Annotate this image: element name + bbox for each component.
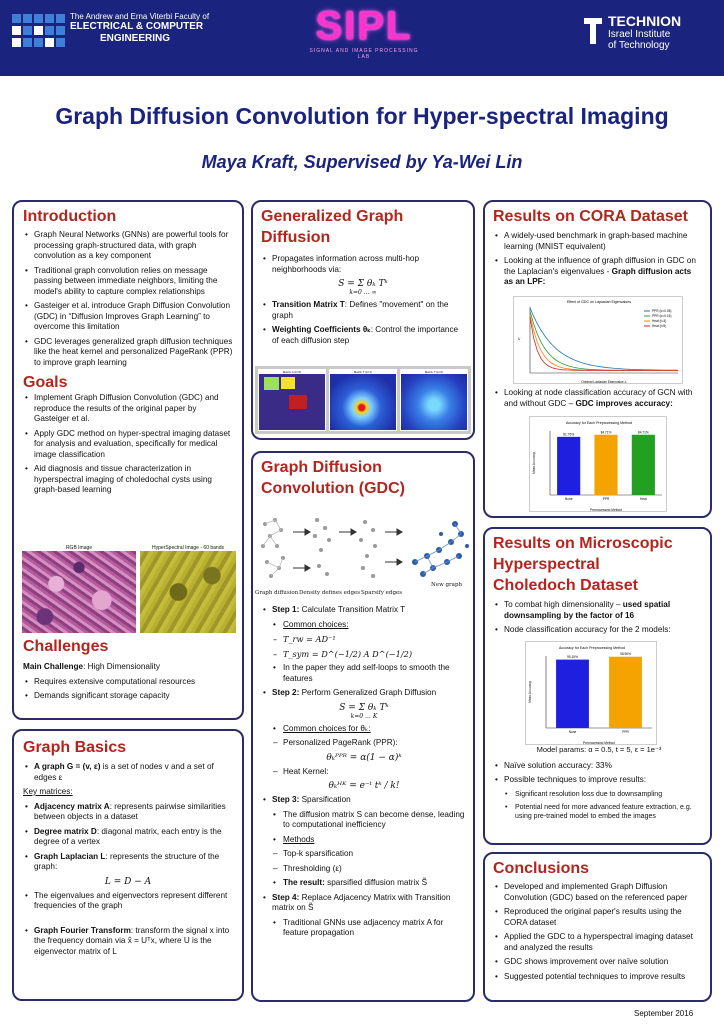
- step4-bold: Step 4:: [272, 892, 300, 902]
- micro-item-3: • Naïve solution accuracy: 33%: [493, 761, 705, 772]
- x-axis-label: Preprocessing Method: [583, 741, 615, 745]
- traditional-item: • Traditional GNNs use adjacency matrix A for feature propagation: [261, 918, 467, 939]
- challenges-heading: Challenges: [23, 638, 109, 655]
- main-challenge-text: : High Dimensionality: [83, 662, 160, 671]
- conclusion-item: • Reproduced the original paper's results using the CORA dataset: [493, 907, 702, 928]
- legend-label: PPR (α=0.05): [652, 309, 672, 314]
- result-item: [261, 878, 467, 889]
- x-tick-label: Heat: [639, 497, 647, 501]
- degree-bold: Degree matrix D: [34, 826, 97, 836]
- adjacency-bold: Adjacency matrix A: [34, 801, 110, 811]
- gft-rest: : transform the signal x into the frequency domain via x̂ = Uᵀx, where U is the eigenvector matrix of L: [34, 925, 230, 956]
- micro-item-1-bold: used spatial downsampling by the factor of 16: [504, 600, 671, 620]
- diagram-label-density: Density defines edges: [299, 590, 361, 596]
- sipl-logo: [304, 4, 424, 74]
- diagram-label-newgraph: New graph: [431, 582, 463, 588]
- bar-value-label: 84.71%: [637, 430, 649, 435]
- intro-item: • Traditional graph convolution relies on message passing between immediate neighbors, limiting the model's ability to capture complex relationships: [23, 266, 233, 298]
- cora-item-3-bold: GDC improves accuracy:: [575, 398, 673, 408]
- result-bold: The result:: [283, 878, 325, 887]
- faculty-line2: ELECTRICAL & COMPUTER: [70, 21, 204, 33]
- heatmap-t1: [329, 369, 397, 431]
- bar-heat: [632, 435, 655, 495]
- legend-label: Heat (t=5): [652, 324, 667, 329]
- chart-title: Effect of GDC on Laplacian Eigenvalues: [566, 300, 632, 304]
- technion-logo-icon: [582, 16, 604, 46]
- bar-ppr: [594, 435, 617, 495]
- gdc-diagram: [255, 510, 473, 598]
- technion-name: [608, 14, 681, 51]
- graph-definition-bold: A graph G = (v, ε): [34, 762, 101, 771]
- model-params: Model params: α = 0.5, t = 5, ε = 1e⁻³: [536, 745, 662, 754]
- goals-heading: Goals: [23, 374, 68, 391]
- conclusions-heading: Conclusions: [493, 860, 590, 877]
- x-tick-label: None: [564, 497, 573, 501]
- sipl-logo-subtitle: SIGNAL AND IMAGE PROCESSING LAB: [309, 48, 419, 60]
- micro-item-4: • Possible techniques to improve results:: [493, 775, 705, 786]
- heatmaps-figure: [255, 366, 471, 434]
- ppr-equation: θₖᴾᴾᴿ = α(1 − α)ᵏ: [326, 752, 402, 763]
- x-tick-label: PPR: [622, 730, 629, 734]
- method-threshold: – Thresholding (ε): [261, 864, 467, 875]
- heatmap-t2-title: Matrix T (k=2): [424, 370, 444, 374]
- dense-item: • The diffusion matrix S can become dense, leading to computational inefficiency: [261, 810, 467, 831]
- tsym-equation: – T_sym = D^(−1/2) A D^(−1/2): [261, 649, 467, 660]
- heatmap-a: [258, 369, 326, 431]
- gft-bold: Graph Fourier Transform: [34, 925, 131, 935]
- microscopic-heading: Results on Microscopic Hyperspectral Choledoch Dataset: [493, 535, 673, 594]
- adjacency-rest: : represents pairwise similarities between objects in a dataset: [34, 801, 226, 821]
- y-axis-label: λ̃ᵢ: [517, 337, 521, 341]
- generalized-diffusion-box: [251, 200, 475, 440]
- trw-equation: – T_rw = AD⁻¹: [261, 634, 467, 645]
- conclusions-box: [483, 852, 712, 1002]
- key-matrices-label: Key matrices:: [23, 787, 73, 796]
- step3-text: Sparsification: [299, 795, 351, 804]
- bar-none: [557, 437, 580, 495]
- heat-equation: θₖᴴᴷ = e⁻ᵗ tᵏ / k!: [328, 781, 400, 791]
- selfloop-item: • In the paper they add self-loops to smooth the features: [261, 663, 467, 684]
- sipl-logo-text: SIPL: [315, 4, 413, 48]
- faculty-name: [70, 12, 209, 44]
- bar-value-label: 81.76%: [563, 432, 575, 437]
- main-challenge-label: Main Challenge: [23, 662, 84, 671]
- heatmap-a-title: Matrix A (k=0): [282, 370, 302, 374]
- diagram-label-diffusion: Graph diffusion: [255, 590, 299, 596]
- intro-heading: Introduction: [23, 208, 117, 225]
- laplacian-equation: L = D − A: [104, 876, 152, 887]
- diffusion-eq-limits: k=0 … ∞: [349, 289, 377, 296]
- laplacian-rest: : represents the structure of the graph:: [34, 851, 220, 871]
- cora-accuracy-chart: [529, 416, 667, 512]
- hyperspectral-tissue-image: [140, 551, 236, 633]
- header-banner: [0, 0, 724, 76]
- x-axis-label: Preprocessing Method: [590, 508, 622, 512]
- technion-line2: Israel Institute: [608, 29, 671, 40]
- step2-bold: Step 2:: [272, 688, 300, 697]
- poster-authors: Maya Kraft, Supervised by Ya-Wei Lin: [201, 152, 523, 172]
- y-axis-label: Mean Accuracy: [528, 681, 532, 703]
- technion-line3: of Technology: [608, 40, 670, 51]
- micro-sub-1: • Significant resolution loss due to downsampling: [493, 790, 705, 799]
- micro-item-1: [493, 600, 702, 621]
- adjacency-item: [23, 802, 233, 823]
- ppr-item: – Personalized PageRank (PPR):: [261, 738, 467, 749]
- cora-item-3-text: Looking at node classification accuracy of GCN with and without GDC –: [504, 388, 693, 408]
- diffusion-eq-text: S = Σ θₖ Tᵏ: [338, 279, 388, 289]
- diagram-label-sparsify: Sparsify edges: [361, 590, 403, 596]
- step1-item: [261, 605, 467, 616]
- graph-basics-box: [12, 729, 244, 1001]
- intro-item: • GDC leverages generalized graph diffusion techniques like the heat kernel and personalized PageRank (PPR) to improve graph learning: [23, 337, 233, 369]
- bar-ppr: [609, 657, 642, 728]
- transition-rest: : Defines "movement" on the graph: [272, 300, 449, 320]
- rgb-image-figure: [22, 545, 136, 633]
- cora-item-1: • A widely-used benchmark in graph-based machine learning (MNIST equivalent): [493, 231, 702, 252]
- step4-item: [261, 893, 467, 914]
- legend-label: PPR (α=0.15): [652, 314, 672, 319]
- method-topk: – Top-k sparsification: [261, 849, 467, 860]
- laplacian-item: [23, 852, 233, 873]
- step1-text: Calculate Transition Matrix T: [299, 605, 406, 614]
- faculty-line1: The Andrew and Erna Viterbi Faculty of: [70, 12, 210, 21]
- chart-title: Accuracy for Each Preprocessing Method: [565, 421, 633, 425]
- challenge-item: • Requires extensive computational resources: [23, 677, 237, 688]
- conclusion-item: • Suggested potential techniques to improve results: [493, 972, 702, 983]
- micro-sub-2: • Potential need for more advanced feature extraction, e.g. using pre-trained model to embed the images: [493, 803, 705, 821]
- methods-label: • Methods: [261, 835, 467, 846]
- heat-item: – Heat Kernel:: [261, 767, 467, 778]
- main-challenge: [23, 662, 237, 673]
- gdc-diffusion-eq-limits: k=0 … K: [350, 712, 378, 720]
- eigenvalue-chart: [513, 296, 683, 384]
- cora-item-2: [493, 256, 702, 288]
- cora-item-2-text: Looking at the influence of graph diffusion in GDC on the Laplacian's eigenvalues -: [504, 256, 696, 276]
- propagation-item: • Propagates information across multi-hop neighborhoods via:: [261, 254, 465, 275]
- step1-bold: Step 1:: [272, 605, 300, 614]
- goals-item: • Aid diagnosis and tissue characterization in hyperspectral imaging of choledochal cysts using graph-based learning: [23, 464, 233, 496]
- gdc-diffusion-equation: [261, 703, 467, 720]
- micro-item-2: • Node classification accuracy for the 2 models:: [493, 625, 702, 636]
- intro-item: • Graph Neural Networks (GNNs) are powerful tools for processing graph-structured data, with graph convolution as a key component: [23, 230, 233, 262]
- cora-item-2-bold: Graph diffusion acts as an LPF:: [504, 266, 692, 286]
- hsi-image-caption: HyperSpectral Image - 60 bands: [152, 545, 224, 551]
- micro-item-1-text: To combat high dimensionality –: [504, 600, 623, 609]
- common-choices: • Common choices:: [261, 620, 467, 631]
- heatmap-t1-title: Matrix T (k=1): [353, 370, 373, 374]
- step3-bold: Step 3:: [272, 795, 300, 804]
- step2-text: Perform Generalized Graph Diffusion: [299, 688, 437, 697]
- heatmap-t2: [400, 369, 468, 431]
- chart-title: Accuracy for Each Preprocessing Method: [558, 646, 626, 650]
- goals-item: • Implement Graph Diffusion Convolution (GDC) and reproduce the results of the original paper by Gasteiger et al.: [23, 393, 233, 425]
- conclusion-item: • Applied the GDC to a hyperspectral imaging dataset and analyzed the results: [493, 932, 702, 953]
- gft-item: [23, 926, 233, 958]
- bar-none: [556, 660, 589, 728]
- x-axis-label: Original Laplacian Eigenvalue λᵢ: [581, 380, 627, 384]
- step3-item: [261, 795, 467, 806]
- rgb-tissue-image: [22, 551, 136, 633]
- laplacian-bold: Graph Laplacian L: [34, 851, 106, 861]
- weighting-rest: : Control the importance of each diffusion step: [272, 325, 459, 345]
- hsi-image-figure: [140, 545, 236, 633]
- step2-item: [261, 688, 467, 699]
- bar-value-label: 84.71%: [600, 430, 612, 435]
- bar-value-label: 98.96%: [620, 652, 631, 657]
- poster-title: Graph Diffusion Convolution for Hyper-spectral Imaging: [55, 103, 669, 129]
- faculty-line3: ENGINEERING: [100, 32, 171, 44]
- goals-item: • Apply GDC method on hyper-spectral imaging dataset for analysis and evaluation, specifically for medical image classification: [23, 429, 233, 461]
- graph-definition-rest: is a set of nodes v and a set of edges ε: [34, 762, 214, 782]
- x-tick-label: PPR: [602, 497, 610, 501]
- gdc-heading: Graph Diffusion Convolution (GDC): [261, 459, 405, 497]
- weighting-item: [261, 325, 465, 346]
- eigen-item: • The eigenvalues and eigenvectors represent different frequencies of the graph: [23, 891, 233, 912]
- cora-heading: Results on CORA Dataset: [493, 208, 688, 225]
- conclusion-item: • Developed and implemented Graph Diffusion Convolution (GDC) based on the referenced paper: [493, 882, 702, 903]
- weighting-bold: Weighting Coefficients θₖ: [272, 325, 371, 334]
- diffusion-equation: [261, 279, 465, 296]
- transition-bold: Transition Matrix T: [272, 300, 345, 309]
- gdc-box: [251, 451, 475, 1002]
- gdc-diffusion-eq-text: S = Σ θₖ Tᵏ: [339, 702, 389, 713]
- cora-box: [483, 200, 712, 518]
- microscopic-box: [483, 527, 712, 845]
- generalized-diffusion-heading: Generalized Graph Diffusion: [261, 208, 404, 246]
- common-choices-theta: • Common choices for θₖ:: [261, 724, 467, 735]
- transition-item: [261, 300, 465, 321]
- legend-label: Heat (t=3): [652, 319, 667, 324]
- graph-basics-heading: Graph Basics: [23, 739, 127, 756]
- bar-value-label: 95.15%: [567, 655, 578, 660]
- rgb-image-caption: RGB Image: [65, 545, 93, 551]
- result-text: sparsified diffusion matrix S̃: [324, 878, 428, 887]
- degree-rest: : diagonal matrix, each entry is the degree of a vertex: [34, 826, 222, 846]
- y-axis-label: Mean Accuracy: [532, 452, 536, 474]
- poster-date: September 2016: [634, 1009, 694, 1018]
- degree-item: [23, 827, 233, 848]
- technion-line1: TECHNION: [608, 13, 682, 29]
- micro-accuracy-chart: [525, 641, 657, 745]
- step4-text: Replace Adjacency Matrix with Transition matrix on S̃: [272, 892, 451, 912]
- cora-item-3: [493, 388, 705, 409]
- conclusion-item: • GDC shows improvement over naïve solution: [493, 957, 702, 968]
- challenge-item: • Demands significant storage capacity: [23, 691, 237, 702]
- x-tick-label: None: [568, 730, 577, 734]
- intro-box: [12, 200, 244, 720]
- intro-item: • Gasteiger et al. introduce Graph Diffusion Convolution (GDC) in “Diffusion Improves Graph Learning” to overcome this limitation: [23, 301, 233, 333]
- graph-definition: [23, 762, 233, 783]
